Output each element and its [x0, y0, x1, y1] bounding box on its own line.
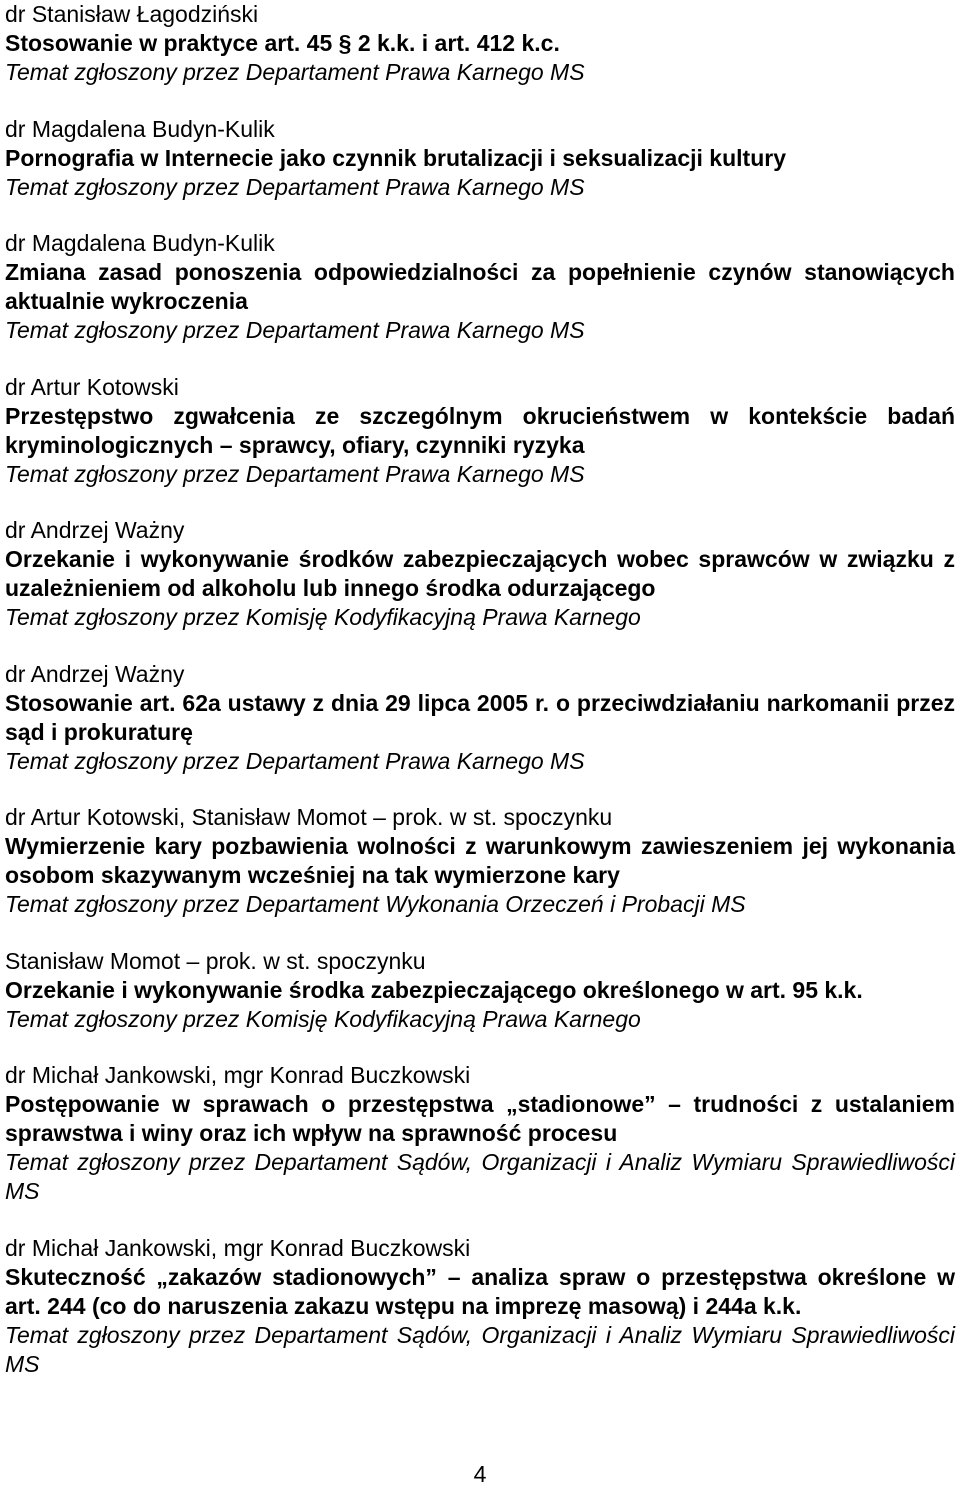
entry-author: dr Magdalena Budyn-Kulik: [5, 115, 275, 142]
research-entry: [5, 803, 955, 919]
entry-topic-source: Temat zgłoszony przez Departament Sądów, Organizacji i Analiz Wymiaru Sprawiedliwości MS: [5, 1149, 955, 1204]
research-entry: [5, 373, 955, 489]
entry-title: Postępowanie w sprawach o przestępstwa „stadionowe” – trudności z ustalaniem sprawstwa i winy oraz ich wpływ na sprawność procesu: [5, 1091, 955, 1146]
entry-title: Orzekanie i wykonywanie środków zabezpieczających wobec sprawców w związku z uzależnieniem od alkoholu lub innego środka odurzającego: [5, 546, 955, 601]
research-entry: [5, 660, 955, 776]
research-entry: [5, 1234, 955, 1379]
entry-author: dr Michał Jankowski, mgr Konrad Buczkowski: [5, 1062, 471, 1088]
entry-author: dr Artur Kotowski: [5, 373, 179, 400]
entry-author: dr Andrzej Ważny: [5, 517, 185, 543]
entry-title: Orzekanie i wykonywanie środka zabezpieczającego określonego w art. 95 k.k.: [5, 976, 863, 1003]
research-entry: [5, 1061, 955, 1206]
entry-title: Przestępstwo zgwałcenia ze szczególnym okrucieństwem w kontekście badań kryminologicznych – sprawcy, ofiary, czynniki ryzyka: [5, 402, 955, 458]
entry-topic-source: Temat zgłoszony przez Departament Sądów, Organizacji i Analiz Wymiaru Sprawiedliwości MS: [5, 1321, 955, 1377]
entry-author: dr Stanisław Łagodziński: [5, 1, 259, 27]
entry-topic-source: Temat zgłoszony przez Departament Wykonania Orzeczeń i Probacji MS: [5, 891, 746, 917]
entry-topic-source: Temat zgłoszony przez Departament Prawa Karnego MS: [5, 317, 585, 343]
entry-author: Stanisław Momot – prok. w st. spoczynku: [5, 947, 426, 974]
entry-author: dr Magdalena Budyn-Kulik: [5, 230, 275, 256]
entry-title: Stosowanie w praktyce art. 45 § 2 k.k. i art. 412 k.c.: [5, 30, 560, 56]
entry-title: Skuteczność „zakazów stadionowych” – analiza spraw o przestępstwa określone w art. 244 (co do naruszenia zakazu wstępu na imprezę masową) i 244a k.k.: [5, 1263, 955, 1319]
page-number: 4: [473, 1461, 487, 1487]
entry-topic-source: Temat zgłoszony przez Departament Prawa Karnego MS: [5, 173, 585, 200]
entry-topic-source: Temat zgłoszony przez Departament Prawa Karnego MS: [5, 59, 585, 85]
entry-topic-source: Temat zgłoszony przez Komisję Kodyfikacyjną Prawa Karnego: [5, 1005, 641, 1032]
research-entry: [5, 229, 955, 345]
research-entry: [5, 516, 955, 632]
document-page: [5, 0, 955, 1406]
entry-topic-source: Temat zgłoszony przez Departament Prawa Karnego MS: [5, 460, 585, 487]
entry-author: dr Michał Jankowski, mgr Konrad Buczkowski: [5, 1234, 471, 1261]
entry-title: Pornografia w Internecie jako czynnik brutalizacji i seksualizacji kultury: [5, 144, 786, 171]
entry-author: dr Andrzej Ważny: [5, 660, 185, 687]
entry-author: dr Artur Kotowski, Stanisław Momot – prok. w st. spoczynku: [5, 804, 613, 830]
research-entry: [5, 115, 955, 202]
entry-title: Zmiana zasad ponoszenia odpowiedzialności za popełnienie czynów stanowiących aktualnie wykroczenia: [5, 259, 955, 314]
entry-title: Stosowanie art. 62a ustawy z dnia 29 lipca 2005 r. o przeciwdziałaniu narkomanii przez sąd i prokuraturę: [5, 689, 955, 745]
entry-topic-source: Temat zgłoszony przez Departament Prawa Karnego MS: [5, 747, 585, 774]
research-entry: [5, 0, 955, 87]
entry-topic-source: Temat zgłoszony przez Komisję Kodyfikacyjną Prawa Karnego: [5, 604, 641, 630]
entry-title: Wymierzenie kary pozbawienia wolności z warunkowym zawieszeniem jej wykonania osobom skazywanym wcześniej na tak wymierzone kary: [5, 833, 955, 888]
research-entry: [5, 947, 955, 1034]
